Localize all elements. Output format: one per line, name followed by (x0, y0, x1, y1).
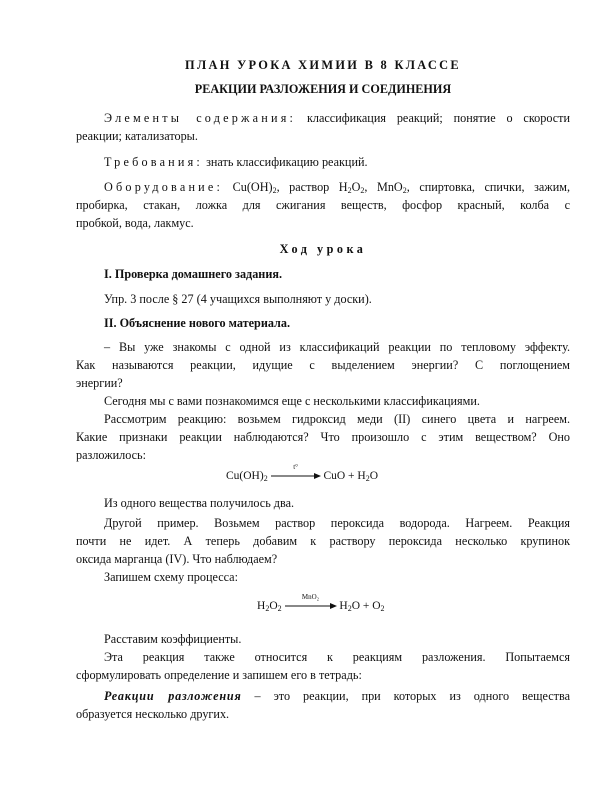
p1-line-3: энергии? (76, 376, 123, 390)
requirements-label: Требования: (104, 155, 204, 169)
p1-line-2: Как называются реакции, идущие с выделением энергии? С поглощением (76, 358, 570, 372)
p7-line: Расставим коэффициенты. (104, 632, 242, 646)
reaction-arrow (285, 593, 337, 610)
elements-line-2: реакции; катализаторы. (76, 129, 198, 143)
p8-line-2: сформулировать определение и запишем его в тетрадь: (76, 668, 362, 682)
definition-line-1: Реакции разложения – это реакции, при которых из одного вещества (104, 689, 570, 703)
page-title: ПЛАН УРОКА ХИМИИ В 8 КЛАССЕ (185, 58, 461, 72)
p4-line: Из одного вещества получилось два. (104, 496, 295, 510)
heat-condition: t° (293, 463, 298, 472)
equation-2: $H_2O_2$ MnO₂ $H_2O + O_2$ (257, 593, 385, 613)
page-subtitle: РЕАКЦИИ РАЗЛОЖЕНИЯ И СОЕДИНЕНИЯ (194, 82, 452, 96)
p6-line: Запишем схему процесса: (104, 570, 238, 584)
p1-line-1: – Вы уже знакомы с одной из классификаций реакции по тепловому эффекту. (104, 340, 570, 354)
equipment-line-1: Оборудование: $Cu(OH)_2$, раствор $H_2O_2$, MnO$_2$, спиртовка, спички, зажим, (104, 180, 571, 195)
elements-line-1: Элементы содержания: классификация реакций; понятие о скорости (104, 111, 570, 125)
p5-line-2: почти не идет. А теперь добавим к раствору пероксида несколько крупинок (76, 534, 570, 548)
p3-line-1: Рассмотрим реакцию: возьмем гидроксид меди (II) синего цвета и нагреем. (104, 412, 570, 426)
equation-1: $Cu(OH)_2$ t° CuO + $H_2O$ (226, 463, 379, 483)
definition-term: Реакции разложения (104, 689, 242, 703)
section-1-text: Упр. 3 после § 27 (4 учащихся выполняют у доски). (104, 292, 372, 306)
p8-line-1: Эта реакция также относится к реакциям разложения. Попытаемся (104, 650, 570, 664)
p3-line-2: Какие признаки реакции наблюдаются? Что произошло с этим веществом? Оно (76, 430, 570, 444)
requirements-line: Требования: знать классификацию реакций. (104, 155, 368, 169)
course-heading: Ход урока (279, 242, 367, 256)
section-2-heading: II. Объяснение нового материала. (104, 316, 291, 330)
catalyst-condition: MnO₂ (301, 593, 320, 602)
reaction-arrow (271, 463, 321, 480)
equipment-label: Оборудование: (104, 180, 224, 194)
section-1-heading: I. Проверка домашнего задания. (104, 267, 282, 281)
p5-line-3: оксида марганца (IV). Что наблюдаем? (76, 552, 278, 566)
definition-line-2: образуется несколько других. (76, 707, 230, 721)
p5-line-1: Другой пример. Возьмем раствор пероксида водорода. Нагреем. Реакция (104, 516, 570, 530)
equipment-line-3: пробкой, вода, лакмус. (76, 216, 194, 230)
p3-line-3: разложилось: (76, 448, 146, 462)
elements-label: Элементы содержания: (104, 111, 297, 125)
equipment-line-2: пробирка, стакан, ложка для сжигания веществ, фосфор красный, колба с (76, 198, 570, 212)
p2-line: Сегодня мы с вами познакомимся еще с несколькими классификациями. (104, 394, 480, 408)
